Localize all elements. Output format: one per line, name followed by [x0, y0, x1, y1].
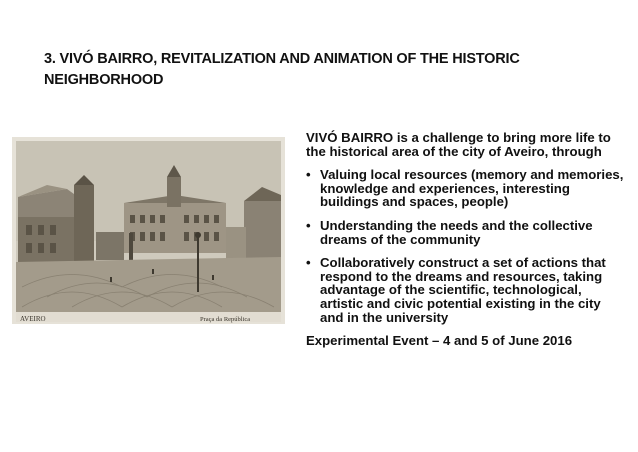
bullet-icon: •: [306, 255, 311, 271]
bullet-icon: •: [306, 217, 311, 233]
bullet-text: Understanding the needs and the collective dreams of the community: [320, 217, 593, 247]
event-line: Experimental Event – 4 and 5 of June 2016: [306, 333, 573, 349]
slide-body: [306, 131, 626, 348]
list-item: [306, 168, 626, 209]
list-item: [306, 256, 626, 324]
slide-title: 3. VIVÓ BAIRRO, REVITALIZATION AND ANIMATION OF THE HISTORIC NEIGHBORHOOD: [44, 51, 520, 88]
bullet-text: Valuing local resources (memory and memories, knowledge and experiences, interesting buildings and spaces, people): [320, 167, 624, 210]
historic-postcard-image: [12, 137, 285, 324]
bullet-icon: •: [306, 167, 311, 183]
postcard-caption-right: Praça da República: [200, 316, 251, 323]
bullet-list: [306, 168, 626, 324]
bullet-text: Collaboratively construct a set of actions that respond to the dreams and resources, taking advantage of the scientific, technological, artistic and civic potential existing in the city and in the university: [320, 255, 606, 325]
intro-paragraph: VIVÓ BAIRRO is a challenge to bring more life to the historical area of the city of Aveiro, through: [306, 130, 611, 159]
postcard-caption-left: AVEIRO: [20, 315, 46, 323]
list-item: [306, 219, 626, 246]
